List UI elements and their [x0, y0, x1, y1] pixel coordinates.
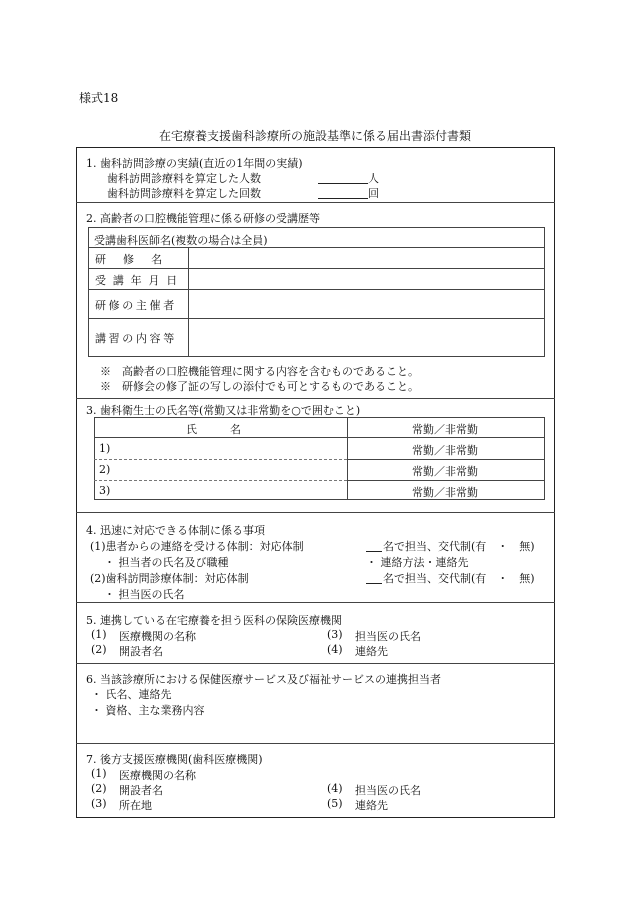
s1-row1-label: 歯科訪問診療料を算定した人数: [107, 172, 261, 185]
s6-item-1: ・ 氏名、連絡先: [91, 688, 172, 701]
s7-item-1-num: (1): [91, 767, 107, 780]
s6-heading: 6. 当該診療所における保健医療サービス及び福祉サービスの連携担当者: [86, 673, 441, 686]
s2-row-label-training-name: 研修名: [95, 253, 180, 266]
s7-item-2-label: 開設者名: [119, 784, 163, 797]
s4-line2-left: ・ 担当者の氏名及び職種: [104, 556, 229, 569]
s1-row2-unit: 回: [368, 187, 379, 200]
s3-row-line: [94, 437, 545, 438]
s4-line2-right: ・ 連絡方法・連絡先: [366, 556, 469, 569]
s5-heading: 5. 連携している在宅療養を担う医科の保険医療機関: [86, 614, 342, 627]
s7-heading: 7. 後方支援医療機関(歯科医療機関): [86, 753, 263, 766]
section-divider: [76, 663, 555, 664]
s5-item-3-num: (3): [327, 628, 343, 641]
s2-row-line: [88, 268, 545, 269]
s1-row2-input-line[interactable]: [318, 198, 368, 199]
s5-item-2-num: (2): [91, 643, 107, 656]
s2-row-line: [88, 247, 545, 248]
s3-row-3-num: 3): [99, 484, 111, 497]
s3-heading: 3. 歯科衛生士の氏名等(常勤又は非常勤を○で囲むこと): [86, 404, 361, 417]
s1-row1-input-line[interactable]: [318, 183, 368, 184]
s4-line3-count-blank[interactable]: [366, 583, 382, 584]
s4-line1-left: (1)患者からの連絡を受ける体制：対応体制: [90, 540, 304, 553]
s3-row-dotted-line: [94, 459, 347, 460]
s7-item-3-label: 所在地: [119, 799, 152, 812]
s6-item-2: ・ 資格、主な業務内容: [91, 704, 205, 717]
s5-item-1-label: 医療機関の名称: [119, 630, 196, 643]
document-title: 在宅療養支援歯科診療所の施設基準に係る届出書添付書類: [158, 129, 471, 143]
s3-row-2-num: 2): [99, 463, 111, 476]
s2-row-line: [88, 289, 545, 290]
s1-row2-label: 歯科訪問診療料を算定した回数: [107, 187, 261, 200]
s4-line3-right: 名で担当、交代制(有 ・ 無): [383, 572, 535, 585]
s5-item-4-label: 連絡先: [355, 645, 388, 658]
section-divider: [76, 202, 555, 203]
s7-item-4-label: 担当医の氏名: [355, 784, 421, 797]
s5-item-2-label: 開設者名: [119, 645, 163, 658]
section-divider: [76, 743, 555, 744]
s3-col-status-header: 常勤／非常勤: [412, 423, 478, 436]
s3-row-1-num: 1): [99, 442, 111, 455]
s2-note-1: ※ 高齢者の口腔機能管理に関する内容を含むものであること。: [100, 365, 419, 378]
form-id: 様式18: [79, 91, 119, 105]
s1-heading: 1. 歯科訪問診療の実績(直近の1年間の実績): [86, 157, 303, 170]
s4-line3-left: (2)歯科訪問診療体制：対応体制: [90, 572, 249, 585]
s7-item-4-num: (4): [327, 782, 343, 795]
s4-heading: 4. 迅速に対応できる体制に係る事項: [86, 524, 265, 537]
s2-note-2: ※ 研修会の修了証の写しの添付でも可とするものであること。: [100, 380, 419, 393]
s5-item-3-label: 担当医の氏名: [355, 630, 421, 643]
s1-row1-unit: 人: [368, 172, 379, 185]
s7-item-2-num: (2): [91, 782, 107, 795]
s3-row-1-status[interactable]: 常勤／非常勤: [412, 444, 478, 457]
s3-row-line: [347, 480, 545, 481]
s7-item-1-label: 医療機関の名称: [119, 769, 196, 782]
s4-line4-left: ・ 担当医の氏名: [104, 588, 185, 601]
s2-row-label-content: 講習の内容等: [95, 332, 177, 345]
s4-line1-count-blank[interactable]: [366, 551, 382, 552]
s2-col-line: [188, 247, 189, 357]
s4-line1-right: 名で担当、交代制(有 ・ 無): [383, 540, 535, 553]
s2-heading: 2. 高齢者の口腔機能管理に係る研修の受講歴等: [86, 212, 320, 225]
s7-item-5-label: 連絡先: [355, 799, 388, 812]
s5-item-4-num: (4): [327, 643, 343, 656]
section-divider: [76, 398, 555, 399]
s3-row-dotted-line: [94, 480, 347, 481]
s5-item-1-num: (1): [91, 628, 107, 641]
s3-row-line: [347, 459, 545, 460]
s2-row-line: [88, 318, 545, 319]
s7-item-5-num: (5): [327, 797, 343, 810]
s3-col-name-header: 氏 名: [186, 423, 241, 436]
s3-row-2-status[interactable]: 常勤／非常勤: [412, 465, 478, 478]
s7-item-3-num: (3): [91, 797, 107, 810]
section-divider: [76, 512, 555, 513]
s3-row-3-status[interactable]: 常勤／非常勤: [412, 486, 478, 499]
s2-table-header: 受講歯科医師名(複数の場合は全員): [94, 234, 268, 247]
s2-row-label-organizer: 研修の主催者: [95, 299, 177, 312]
s2-row-label-date: 受講年月日: [95, 274, 185, 287]
section-divider: [76, 602, 555, 603]
